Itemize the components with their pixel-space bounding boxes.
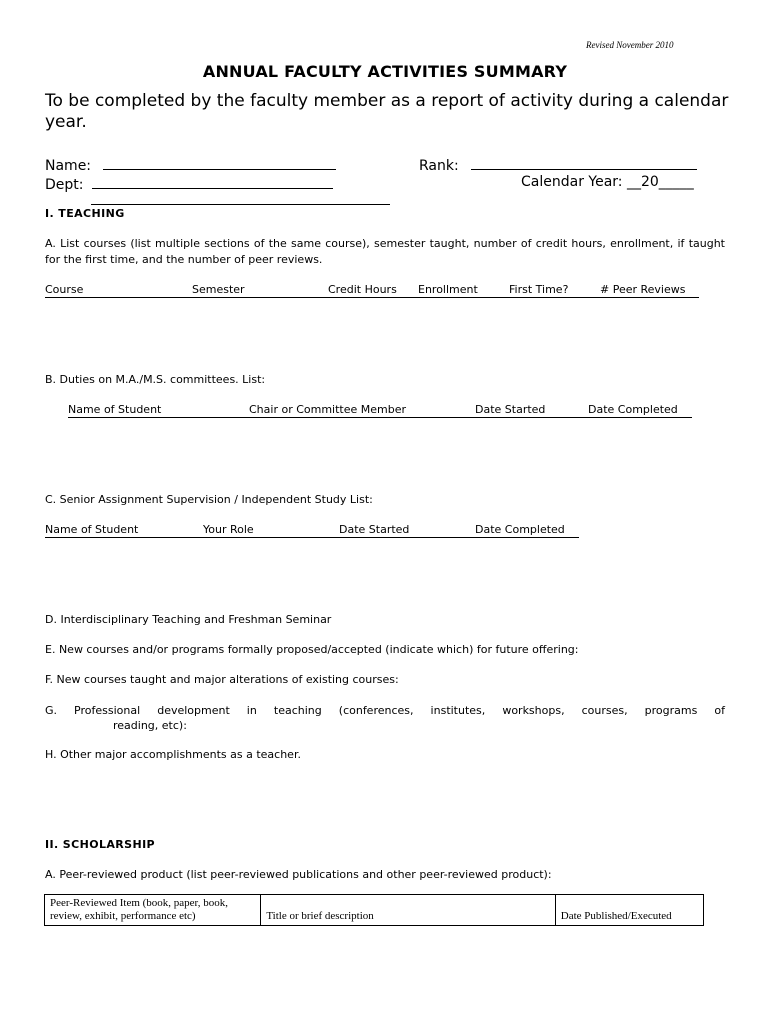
teaching-g-text-cont: reading, etc):: [113, 719, 187, 732]
col-course: Course: [45, 283, 192, 298]
teaching-c-text: C. Senior Assignment Supervision / Independent Study List:: [45, 493, 373, 506]
col-credit-hours: Credit Hours: [328, 283, 418, 298]
col-peer-reviews: # Peer Reviews: [600, 283, 699, 298]
name-field: [45, 155, 336, 174]
col-date-completed: Date Completed: [588, 403, 692, 418]
name-blank[interactable]: [103, 155, 336, 170]
teaching-b-columns: [68, 403, 692, 418]
col-date-completed-c: Date Completed: [475, 523, 579, 538]
teaching-e-text: E. New courses and/or programs formally proposed/accepted (indicate which) for future offering:: [45, 643, 579, 656]
col-enrollment: Enrollment: [418, 283, 509, 298]
calendar-year-field[interactable]: Calendar Year: __20_____: [521, 174, 694, 190]
table-row: [45, 895, 704, 926]
rank-field: [419, 155, 697, 174]
rank-label: Rank:: [419, 158, 459, 174]
section-scholarship-heading: II. SCHOLARSHIP: [45, 838, 156, 851]
page-title: ANNUAL FACULTY ACTIVITIES SUMMARY: [202, 62, 568, 81]
teaching-a-columns: [45, 283, 699, 298]
header-date-published: Date Published/Executed: [555, 895, 703, 926]
teaching-a-text: A. List courses (list multiple sections of the same course), semester taught, number of credit hours, enrollment, if taught for the first time, and the number of peer reviews.: [45, 237, 725, 266]
revision-note: Revised November 2010: [586, 40, 674, 50]
section-teaching-heading: I. TEACHING: [45, 207, 125, 220]
teaching-f-text: F. New courses taught and major alterations of existing courses:: [45, 673, 399, 686]
teaching-d-text: D. Interdisciplinary Teaching and Freshman Seminar: [45, 613, 332, 626]
teaching-c-columns: [45, 523, 579, 538]
col-semester: Semester: [192, 283, 328, 298]
col-your-role: Your Role: [203, 523, 339, 538]
col-date-started: Date Started: [475, 403, 588, 418]
peer-review-table: [44, 894, 704, 926]
header-title-description: Title or brief description: [261, 895, 555, 926]
dept-field: [45, 174, 333, 193]
dept-extra-line[interactable]: [91, 204, 390, 205]
dept-label: Dept:: [45, 177, 84, 193]
dept-blank[interactable]: [92, 174, 333, 189]
col-chair-member: Chair or Committee Member: [249, 403, 475, 418]
col-student-name: Name of Student: [68, 403, 249, 418]
header-peer-reviewed-item: Peer-Reviewed Item (book, paper, book, review, exhibit, performance etc): [45, 895, 261, 926]
teaching-b-text: B. Duties on M.A./M.S. committees. List:: [45, 373, 266, 386]
teaching-g-text: G. Professional development in teaching (conferences, institutes, workshops, courses, programs of: [45, 704, 725, 717]
col-first-time: First Time?: [509, 283, 600, 298]
col-date-started-c: Date Started: [339, 523, 475, 538]
scholarship-a-text: A. Peer-reviewed product (list peer-reviewed publications and other peer-reviewed product):: [45, 868, 552, 881]
name-label: Name:: [45, 158, 92, 174]
rank-blank[interactable]: [471, 155, 697, 170]
intro-text: To be completed by the faculty member as a report of activity during a calendar year.: [45, 91, 729, 132]
teaching-h-text: H. Other major accomplishments as a teacher.: [45, 748, 301, 761]
col-student-name-c: Name of Student: [45, 523, 203, 538]
